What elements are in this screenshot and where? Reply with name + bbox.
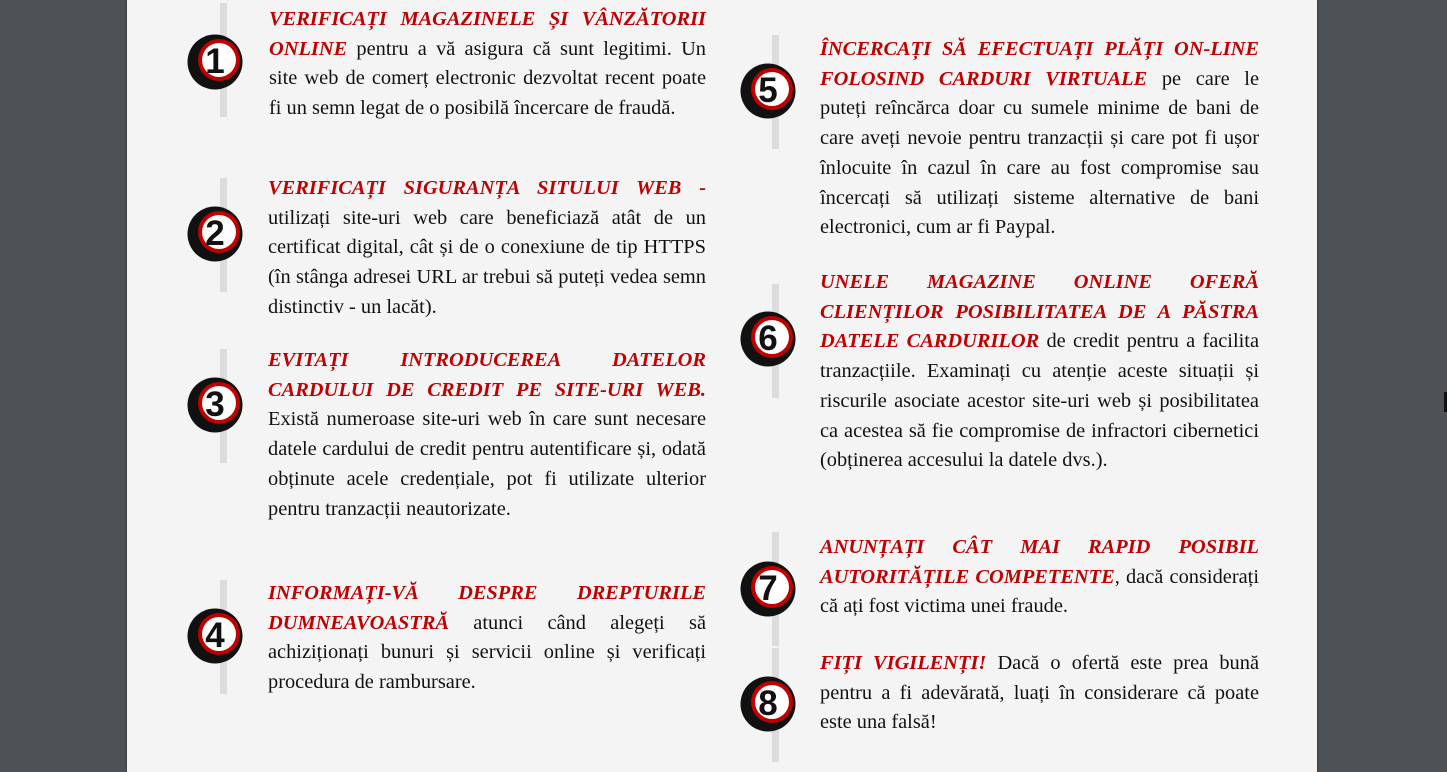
item-1-body: pentru a vă asigura că sunt legitimi. Un site web de comerț electronic dezvoltat recent poate fi un semn legat de o posibilă încercare de fraudă. bbox=[269, 37, 706, 120]
item-5-body: pe care le puteți reîncărca doar cu sumele minime de bani de care aveți nevoie pentru tranzacții și care pot fi ușor înlocuite în cazul în care au fost compromise sau încercați să utilizați sisteme alternative de bani electronici, cum ar fi Paypal. bbox=[820, 67, 1259, 239]
item-5-text bbox=[820, 35, 1259, 243]
item-4-heading: INFORMAȚI-VĂ DESPRE DREPTURILE DUMNEAVOASTRĂ bbox=[268, 582, 706, 634]
item-7-body: , dacă considerați că ați fost victima unei fraude. bbox=[820, 565, 1259, 618]
item-5-heading: ÎNCERCAȚI SĂ EFECTUAȚI PLĂȚI ON-LINE FOLOSIND CARDURI VIRTUALE bbox=[820, 38, 1259, 90]
item-4-number: 4 bbox=[205, 616, 225, 655]
document-page bbox=[127, 0, 1317, 772]
item-1-heading: VERIFICAȚI MAGAZINELE ȘI VÂNZĂTORII ONLINE bbox=[269, 8, 706, 60]
item-3-heading: EVITAȚI INTRODUCEREA DATELOR CARDULUI DE CREDIT PE SITE-URI WEB. bbox=[268, 349, 706, 401]
item-6-text bbox=[820, 268, 1259, 476]
item-8-body: Dacă o ofertă este prea bună pentru a fi adevărată, luați în considerare că poate este una falsă! bbox=[820, 652, 1260, 734]
item-2-number-badge bbox=[186, 205, 248, 267]
item-3-number-badge bbox=[186, 376, 248, 438]
item-7-number: 7 bbox=[758, 569, 778, 608]
item-3-body: Există numeroase site-uri web în care sunt necesare datele cardului de credit pentru autentificare și, odată obținute acele credențiale, pot fi utilizate ulterior pentru tranzacții neautorizate. bbox=[268, 408, 706, 520]
item-6-number: 6 bbox=[758, 319, 778, 358]
item-7-heading: ANUNȚAȚI CÂT MAI RAPID POSIBIL AUTORITĂȚILE COMPETENTE bbox=[820, 536, 1259, 588]
item-1-number: 1 bbox=[205, 42, 225, 81]
item-4-text bbox=[268, 579, 706, 698]
item-4-body: atunci când alegeți să achiziționați bunuri și servicii online și verificați procedura de rambursare. bbox=[268, 611, 706, 694]
item-7-number-badge bbox=[739, 560, 801, 622]
item-2-number: 2 bbox=[205, 214, 225, 253]
item-8-text bbox=[820, 649, 1259, 738]
item-1-number-badge bbox=[186, 33, 248, 95]
item-7-text bbox=[820, 533, 1259, 622]
item-2-body: utilizați site-uri web care beneficiază atât de un certificat digital, cât și de o conexiune de tip HTTPS (în stânga adresei URL ar trebui să puteți vedea semn distinctiv - un lacăt). bbox=[268, 206, 706, 318]
item-8-number: 8 bbox=[758, 684, 778, 723]
item-5-number: 5 bbox=[758, 71, 778, 110]
item-8-heading: FIȚI VIGILENȚI! bbox=[820, 652, 987, 674]
item-5-number-badge bbox=[739, 62, 801, 124]
item-6-body: de credit pentru a facilita tranzacțiile. Examinați cu atenție aceste situații și riscurile asociate acestor site-uri web și posibilitatea ca acestea să fie compromise de infractori cibernetici (obținerea accesului la datele dvs.). bbox=[820, 330, 1260, 472]
item-1-text bbox=[269, 5, 706, 124]
item-6-number-badge bbox=[739, 310, 801, 372]
item-6-heading: UNELE MAGAZINE ONLINE OFERĂ CLIENȚILOR POSIBILITATEA DE A PĂSTRA DATELE CARDURILOR bbox=[820, 271, 1259, 353]
item-2-heading: VERIFICAȚI SIGURANȚA SITULUI WEB - bbox=[268, 177, 706, 199]
item-3-number: 3 bbox=[205, 385, 225, 424]
item-3-text bbox=[268, 346, 706, 524]
item-8-number-badge bbox=[739, 675, 801, 737]
item-4-number-badge bbox=[186, 607, 248, 669]
item-2-text bbox=[268, 174, 706, 323]
